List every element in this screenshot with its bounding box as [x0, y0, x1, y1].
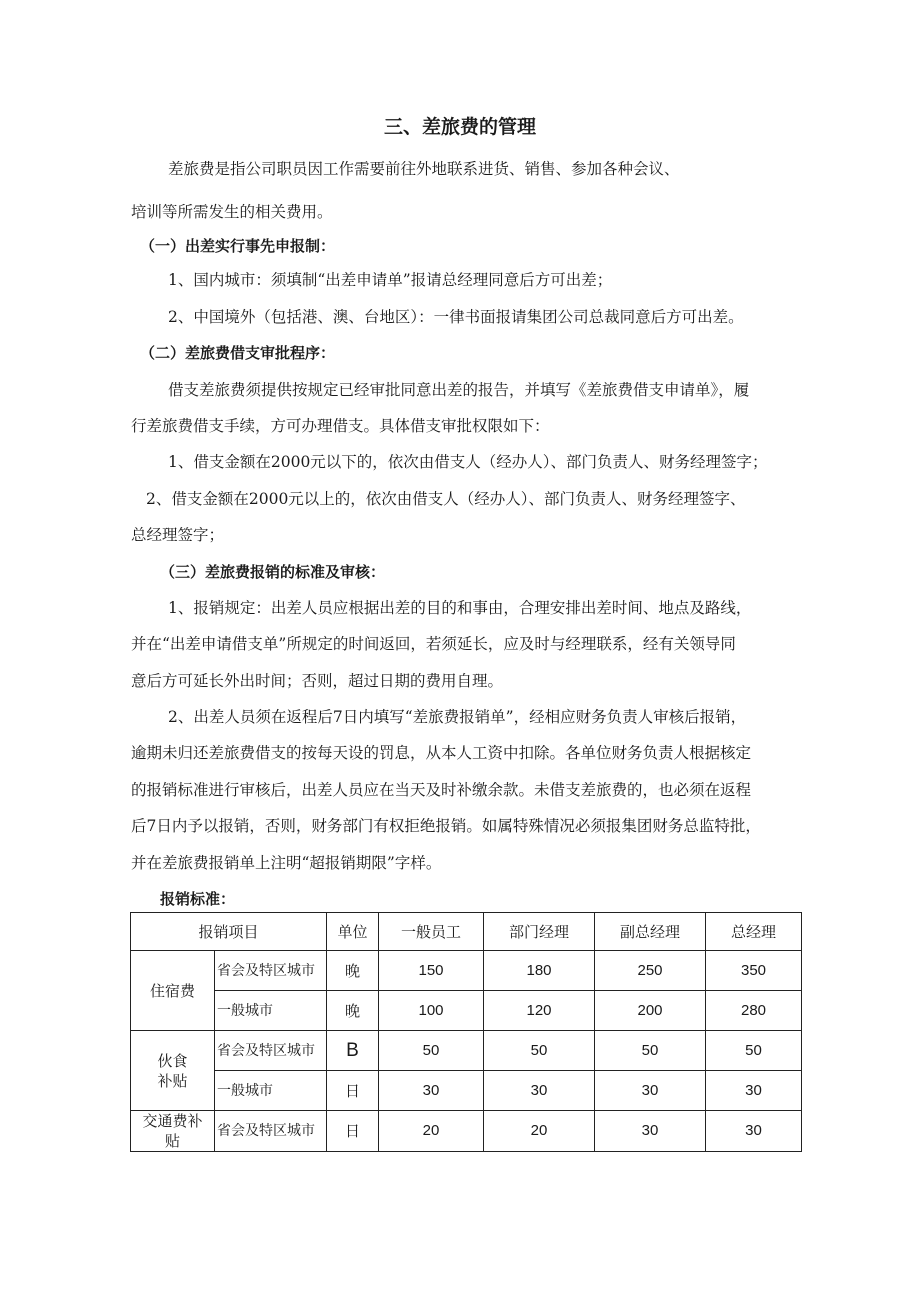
cell-value: 30: [706, 1111, 802, 1152]
table-row: [131, 951, 802, 991]
cell-value: 100: [379, 991, 484, 1031]
table-row: [131, 991, 802, 1031]
cell-value: 180: [484, 951, 595, 991]
cell-value: 200: [595, 991, 706, 1031]
row-unit: 日: [327, 1071, 379, 1111]
table-row: [131, 1071, 802, 1111]
intro-line-1: 差旅费是指公司职员因工作需要前往外地联系进货、销售、参加各种会议、: [168, 160, 680, 178]
cell-value: 250: [595, 951, 706, 991]
cell-value: 350: [706, 951, 802, 991]
section-2-para-line-1: 借支差旅费须提供按规定已经审批同意出差的报告，并填写《差旅费借支申请单》，履: [168, 381, 750, 399]
header-deputy-gm: 副总经理: [595, 913, 706, 951]
table-row: [131, 1111, 802, 1152]
section-3-item-2-line-3: 的报销标准进行审核后，出差人员应在当天及时补缴余款。未借支差旅费的，也必须在返程: [131, 781, 752, 799]
cell-value: 30: [595, 1111, 706, 1152]
header-staff: 一般员工: [379, 913, 484, 951]
group-name-line-1: 交通费补: [142, 1112, 203, 1130]
section-2-item-2-line-1: 2、借支金额在2000元以上的，依次由借支人（经办人）、部门负责人、财务经理签字、: [146, 490, 746, 508]
section-3-item-1-line-3: 意后方可延长外出时间；否则，超过日期的费用自理。: [131, 672, 504, 690]
cell-value: 280: [706, 991, 802, 1031]
section-3-item-2-line-4: 后7日内予以报销，否则，财务部门有权拒绝报销。如属特殊情况必须报集团财务总监特批，: [131, 817, 761, 835]
cell-value: 30: [706, 1071, 802, 1111]
section-2-para-line-2: 行差旅费借支手续，方可办理借支。具体借支审批权限如下：: [131, 417, 550, 435]
standards-label: 报销标准：: [160, 890, 236, 908]
row-unit: B: [327, 1031, 379, 1071]
cell-value: 30: [379, 1071, 484, 1111]
header-gm: 总经理: [706, 913, 802, 951]
page-title: 三、差旅费的管理: [383, 116, 536, 138]
row-sub-item: 省会及特区城市: [215, 1111, 327, 1152]
group-name-line-2: 补贴: [157, 1071, 188, 1090]
row-unit: 日: [327, 1111, 379, 1152]
row-sub-item: 省会及特区城市: [215, 951, 327, 991]
section-3-heading: （三）差旅费报销的标准及审核：: [160, 563, 386, 581]
row-sub-item: 一般城市: [215, 1071, 327, 1111]
row-sub-item: 一般城市: [215, 991, 327, 1031]
section-3-item-1-line-2: 并在“出差申请借支单”所规定的时间返回，若须延长，应及时与经理联系，经有关领导同: [131, 635, 736, 653]
cell-value: 20: [379, 1111, 484, 1152]
cell-value: 120: [484, 991, 595, 1031]
section-3-item-1-line-1: 1、报销规定：出差人员应根据出差的目的和事由，合理安排出差时间、地点及路线，: [168, 599, 752, 617]
cell-value: 50: [595, 1031, 706, 1071]
reimbursement-standards-table: [130, 912, 802, 1152]
group-lodging: [131, 951, 215, 1031]
group-name: 住宿费: [149, 981, 195, 1000]
group-meal-allowance: [131, 1031, 215, 1111]
cell-value: 150: [379, 951, 484, 991]
intro-line-2: 培训等所需发生的相关费用。: [131, 203, 333, 221]
cell-value: 20: [484, 1111, 595, 1152]
section-2-heading: （二）差旅费借支审批程序：: [140, 344, 336, 362]
section-3-item-2-line-5: 并在差旅费报销单上注明“超报销期限”字样。: [131, 854, 442, 872]
section-1-heading: （一）出差实行事先申报制：: [140, 237, 336, 255]
header-unit: 单位: [327, 913, 379, 951]
header-item: 报销项目: [131, 913, 327, 951]
cell-value: 50: [484, 1031, 595, 1071]
section-2-item-2-line-2: 总经理签字；: [131, 526, 225, 544]
section-2-item-1: 1、借支金额在2000元以下的，依次由借支人（经办人）、部门负责人、财务经理签字；: [168, 453, 768, 471]
section-3-item-2-line-2: 逾期未归还差旅费借支的按每天设的罚息，从本人工资中扣除。各单位财务负责人根据核定: [131, 744, 752, 762]
group-name-line-2: 贴: [164, 1132, 180, 1150]
section-1-item-2: 2、中国境外（包括港、澳、台地区）：一律书面报请集团公司总裁同意后方可出差。: [168, 308, 744, 326]
section-1-item-1: 1、国内城市：须填制“出差申请单”报请总经理同意后方可出差；: [168, 271, 613, 289]
header-dept-manager: 部门经理: [484, 913, 595, 951]
row-unit: 晚: [327, 991, 379, 1031]
cell-value: 30: [595, 1071, 706, 1111]
row-sub-item: 省会及特区城市: [215, 1031, 327, 1071]
group-transport-allowance: [131, 1111, 215, 1152]
cell-value: 50: [706, 1031, 802, 1071]
row-unit: 晚: [327, 951, 379, 991]
cell-value: 30: [484, 1071, 595, 1111]
table-row: [131, 1031, 802, 1071]
section-3-item-2-line-1: 2、出差人员须在返程后7日内填写“差旅费报销单”，经相应财务负责人审核后报销，: [168, 708, 747, 726]
group-name-line-1: 伙食: [157, 1051, 188, 1070]
cell-value: 50: [379, 1031, 484, 1071]
table-header-row: [131, 913, 802, 951]
